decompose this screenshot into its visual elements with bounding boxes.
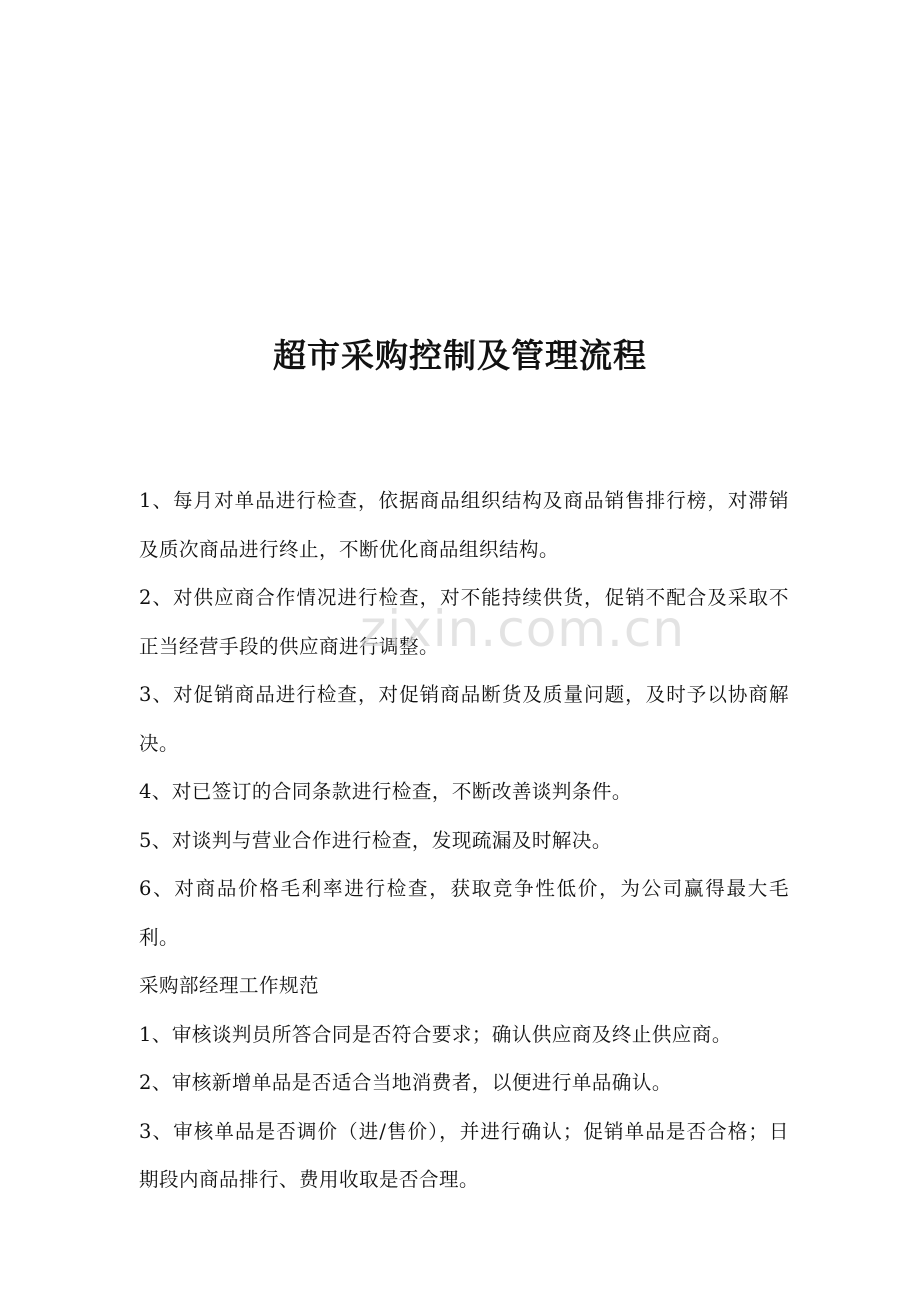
paragraph-7: 1、审核谈判员所答合同是否符合要求；确认供应商及终止供应商。 xyxy=(139,1022,732,1046)
document-title: 超市采购控制及管理流程 xyxy=(273,336,647,375)
paragraph-3: 3、对促销商品进行检查，对促销商品断货及质量问题，及时予以协商解决。 xyxy=(139,683,789,755)
section-heading: 采购部经理工作规范 xyxy=(139,974,320,997)
paragraph-9: 3、审核单品是否调价（进/售价），并进行确认；促销单品是否合格；日期段内商品排行、费用收取是否合理。 xyxy=(139,1119,789,1191)
paragraph-6: 6、对商品价格毛利率进行检查，获取竞争性低价，为公司赢得最大毛利。 xyxy=(139,877,789,949)
paragraph-5: 5、对谈判与营业合作进行检查，发现疏漏及时解决。 xyxy=(139,828,612,852)
paragraph-4: 4、对已签订的合同条款进行检查，不断改善谈判条件。 xyxy=(139,780,632,803)
paragraph-1: 1、每月对单品进行检查，依据商品组织结构及商品销售排行榜，对滞销及质次商品进行终止，不断优化商品组织结构。 xyxy=(139,489,789,561)
paragraph-2: 2、对供应商合作情况进行检查，对不能持续供货，促销不配合及采取不正当经营手段的供应商进行调整。 xyxy=(139,586,789,658)
watermark-text: zixin.com.cn xyxy=(360,600,686,658)
paragraph-8: 2、审核新增单品是否适合当地消费者，以便进行单品确认。 xyxy=(139,1071,672,1094)
document-body xyxy=(139,477,789,1205)
